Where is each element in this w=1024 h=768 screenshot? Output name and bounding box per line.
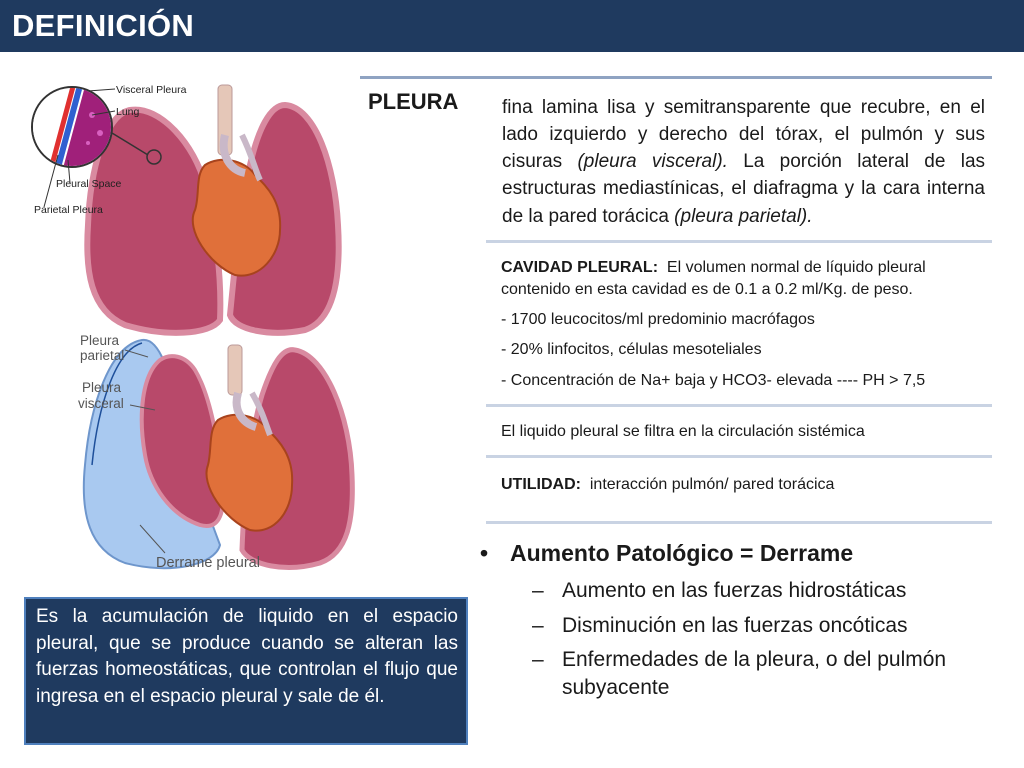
label-lung: Lung [116,106,140,118]
cavidad-item-2: - 20% linfocitos, células mesoteliales [501,341,762,358]
aumento-item-3 [532,646,1002,703]
dash-3: – [532,648,544,671]
divider-1 [486,240,992,243]
divider-2 [486,404,992,407]
lungs-diagram-top [32,83,339,332]
definition-callout: Es la acumulación de liquido en el espacio pleural, que se produce cuando se alteran las fuerzas homeostáticas, que controlan el flujo que ingresa en el espacio pleural y sale de él. [24,597,468,745]
cavidad-label: CAVIDAD PLEURAL: [501,259,659,276]
cavidad-pleural-text [501,257,987,300]
dash-2: – [532,614,544,637]
label-pleura-parietal-1: Pleura [80,333,120,348]
aumento-title: Aumento Patológico = Derrame [510,540,854,566]
label-pleura-visceral-2: visceral [78,396,124,411]
cavidad-item-1: - 1700 leucocitos/ml predominio macrófagos [501,311,815,328]
aumento-item-3-text: Enfermedades de la pleura, o del pulmón subyacente [562,648,947,700]
filtra-text: El liquido pleural se filtra en la circulación sistémica [501,423,865,440]
pleura-label: PLEURA [368,89,459,114]
divider-top [360,76,992,79]
pleura-description [502,94,985,230]
aumento-item-2-text: Disminución en las fuerzas oncóticas [562,614,908,637]
aumento-item-1-text: Aumento en las fuerzas hidrostáticas [562,579,907,602]
pleura-desc-3: La porción lateral de las estructuras mediastínicas, el diafragma y la cara interna de la pared torácica [502,151,986,227]
pleura-desc-2: (pleura visceral). [577,151,728,173]
label-pleura-parietal-2: parietal [80,348,125,363]
label-visceral-pleura: Visceral Pleura [116,84,187,96]
label-parietal-pleura: Parietal Pleura [34,204,103,216]
utilidad-text [501,474,987,496]
label-pleural-space: Pleural Space [56,178,122,190]
utilidad-label: UTILIDAD: [501,476,581,493]
page-title: DEFINICIÓN [12,8,195,43]
label-derrame-pleural: Derrame pleural [156,555,260,571]
label-pleura-visceral-1: Pleura [82,380,122,395]
dash-1: – [532,579,544,602]
divider-4 [486,521,992,524]
cavidad-body: El volumen normal de líquido pleural contenido en esta cavidad es de 0.1 a 0.2 ml/Kg. de peso. [501,259,926,298]
aumento-item-2 [532,612,908,640]
divider-3 [486,455,992,458]
aumento-item-1 [532,577,906,605]
bullet-dot: • [480,540,489,566]
aumento-bullet [480,540,853,567]
cavidad-item-3: - Concentración de Na+ baja y HCO3- elevada ---- PH > 7,5 [501,372,926,389]
lungs-diagram-bottom [78,333,352,571]
utilidad-body: interacción pulmón/ pared torácica [589,476,835,493]
pleura-desc-4: (pleura parietal). [674,205,813,227]
pleura-desc-1: fina lamina lisa y semitransparente que recubre, en el lado izquierdo y derecho del tórax, el pulmón y sus cisuras [502,97,985,173]
header-bar [0,0,1024,52]
pleura-illustration [30,75,400,595]
